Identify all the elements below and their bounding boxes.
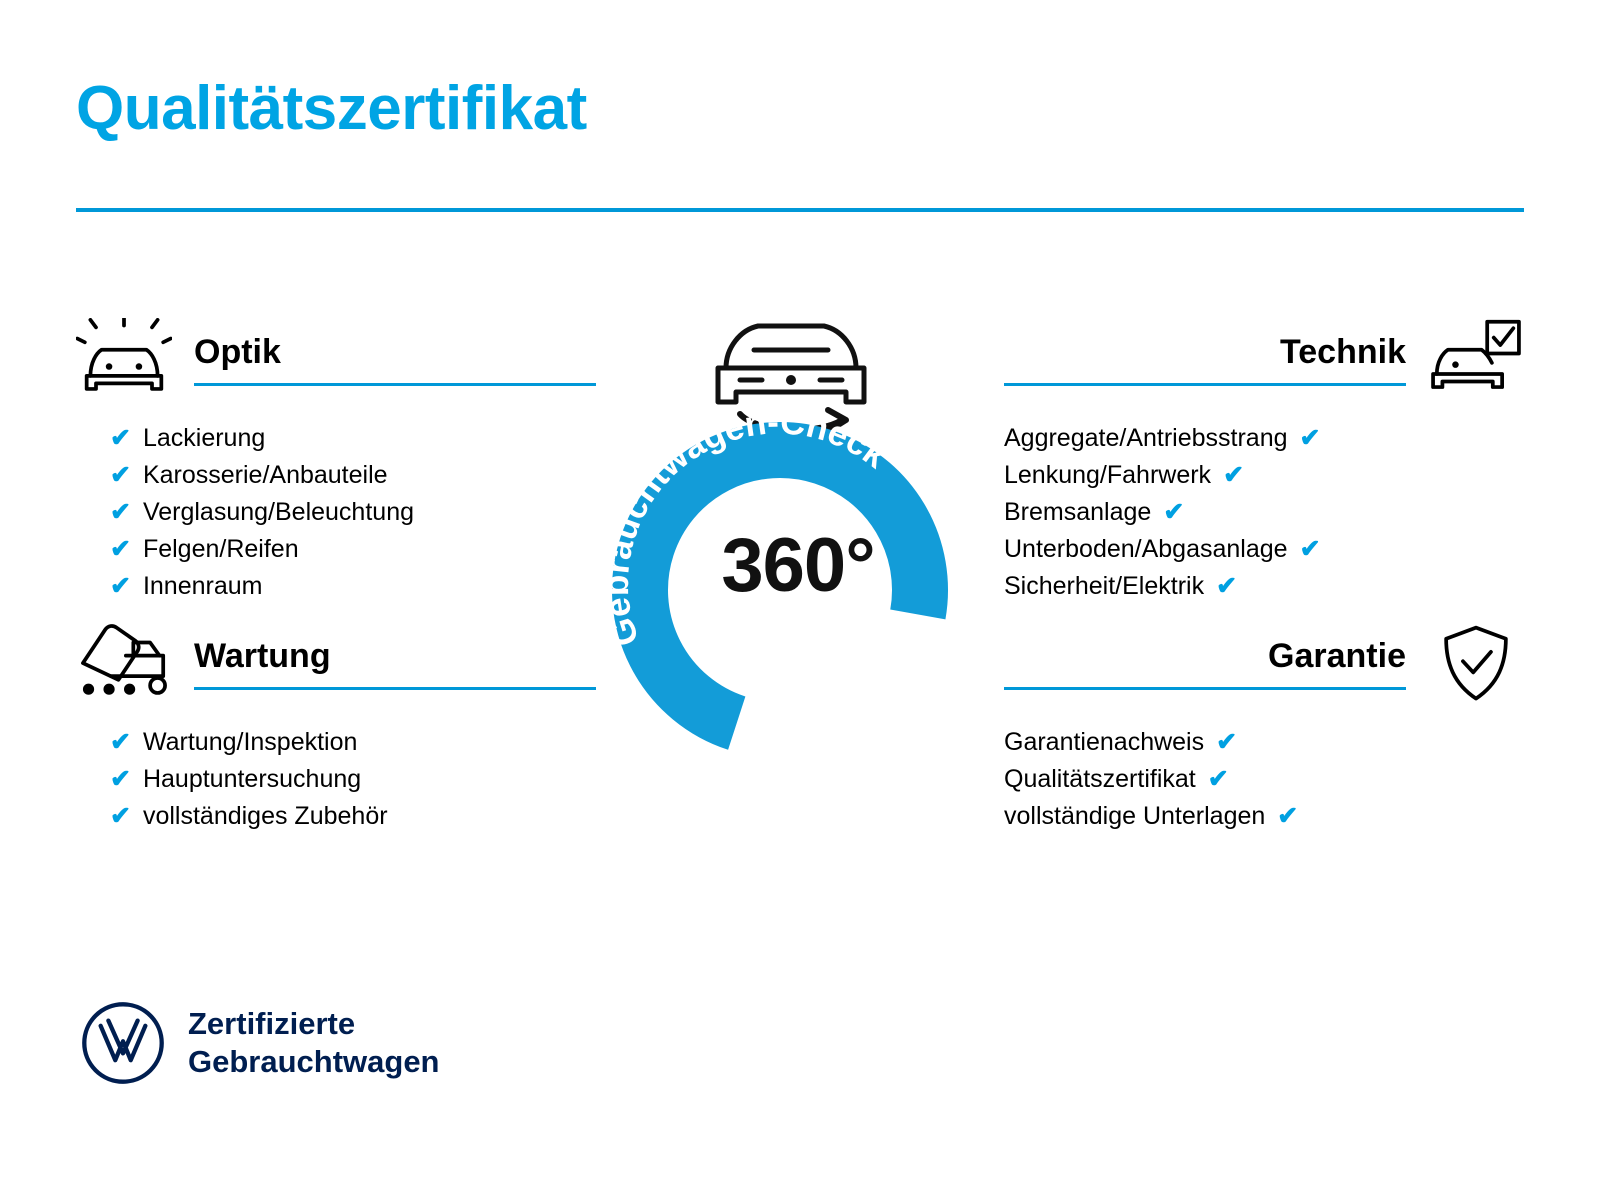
list-item-label: Qualitätszertifikat [1004, 765, 1196, 793]
section-garantie [1004, 622, 1524, 851]
section-optik-header [76, 318, 596, 402]
list-item-label: Unterboden/Abgasanlage [1004, 535, 1288, 563]
check-icon: ✔ [1299, 535, 1321, 563]
section-technik-header [1004, 318, 1524, 402]
check-icon: ✔ [110, 424, 131, 452]
car-polish-icon [76, 318, 172, 402]
section-garantie-title: Garantie [1268, 636, 1406, 675]
section-wartung-header [76, 622, 596, 706]
header-divider [76, 208, 1524, 212]
list-item [1004, 798, 1524, 835]
check-icon: ✔ [110, 765, 131, 793]
check-icon: ✔ [110, 535, 131, 563]
page-title: Qualitätszertifikat [76, 74, 587, 143]
check-icon: ✔ [110, 461, 131, 489]
section-optik-title: Optik [194, 332, 281, 371]
footer-text [188, 1005, 440, 1081]
footer-line-1: Zertifizierte [188, 1006, 356, 1042]
list-item-label: Garantienachweis [1004, 728, 1205, 756]
list-item-label: Bremsanlage [1004, 498, 1152, 526]
list-item-label: vollständiges Zubehör [142, 802, 388, 830]
list-item-label: Sicherheit/Elektrik [1004, 572, 1205, 600]
list-item [1004, 494, 1524, 531]
list-item [1004, 724, 1524, 761]
list-item-label: Hauptuntersuchung [142, 765, 362, 793]
list-item-label: vollständige Unterlagen [1004, 802, 1266, 830]
car-lift-icon [76, 622, 172, 706]
check-icon: ✔ [1216, 728, 1238, 756]
vw-logo-icon [80, 1000, 166, 1086]
footer-line-2: Gebrauchtwagen [188, 1044, 440, 1079]
list-item-label: Karosserie/Anbauteile [142, 461, 388, 489]
check-badge [578, 300, 1018, 770]
list-item [76, 761, 596, 798]
section-garantie-divider [1004, 687, 1406, 690]
section-wartung-list [76, 724, 596, 835]
car-checklist-icon [1428, 318, 1524, 402]
list-item [1004, 568, 1524, 605]
list-item [1004, 457, 1524, 494]
check-icon: ✔ [110, 498, 131, 526]
check-icon: ✔ [1163, 498, 1185, 526]
check-icon: ✔ [110, 728, 131, 756]
section-technik-list [1004, 420, 1524, 605]
section-technik-divider [1004, 383, 1406, 386]
list-item-label: Lackierung [142, 424, 266, 452]
degrees-label: 360° [721, 523, 875, 608]
check-icon: ✔ [1223, 461, 1245, 489]
check-icon: ✔ [1277, 802, 1299, 830]
section-garantie-header [1004, 622, 1524, 706]
list-item-label: Verglasung/Beleuchtung [142, 498, 414, 526]
list-item-label: Innenraum [142, 572, 263, 600]
list-item [76, 568, 596, 605]
section-wartung [76, 622, 596, 851]
section-technik [1004, 318, 1524, 621]
list-item [1004, 531, 1524, 568]
section-garantie-list [1004, 724, 1524, 835]
list-item-label: Lenkung/Fahrwerk [1004, 461, 1212, 489]
check-icon: ✔ [110, 802, 131, 830]
check-icon: ✔ [1216, 572, 1238, 600]
list-item [76, 457, 596, 494]
section-optik-list [76, 420, 596, 605]
shield-check-icon [1428, 622, 1524, 706]
list-item [76, 798, 596, 835]
list-item-label: Aggregate/Antriebsstrang [1004, 424, 1288, 452]
section-technik-title: Technik [1280, 332, 1406, 371]
section-wartung-title: Wartung [194, 636, 331, 675]
list-item-label: Wartung/Inspektion [142, 728, 358, 756]
section-optik [76, 318, 596, 621]
section-wartung-divider [194, 687, 596, 690]
footer-brand [80, 1000, 440, 1086]
list-item-label: Felgen/Reifen [142, 535, 299, 563]
list-item [76, 531, 596, 568]
check-ring-label: Gebrauchtwagen-Check [596, 402, 895, 651]
check-icon: ✔ [110, 572, 131, 600]
list-item [76, 420, 596, 457]
list-item [76, 724, 596, 761]
list-item [76, 494, 596, 531]
list-item [1004, 761, 1524, 798]
section-optik-divider [194, 383, 596, 386]
check-icon: ✔ [1299, 424, 1321, 452]
check-ring [590, 400, 970, 780]
list-item [1004, 420, 1524, 457]
check-icon: ✔ [1207, 765, 1229, 793]
